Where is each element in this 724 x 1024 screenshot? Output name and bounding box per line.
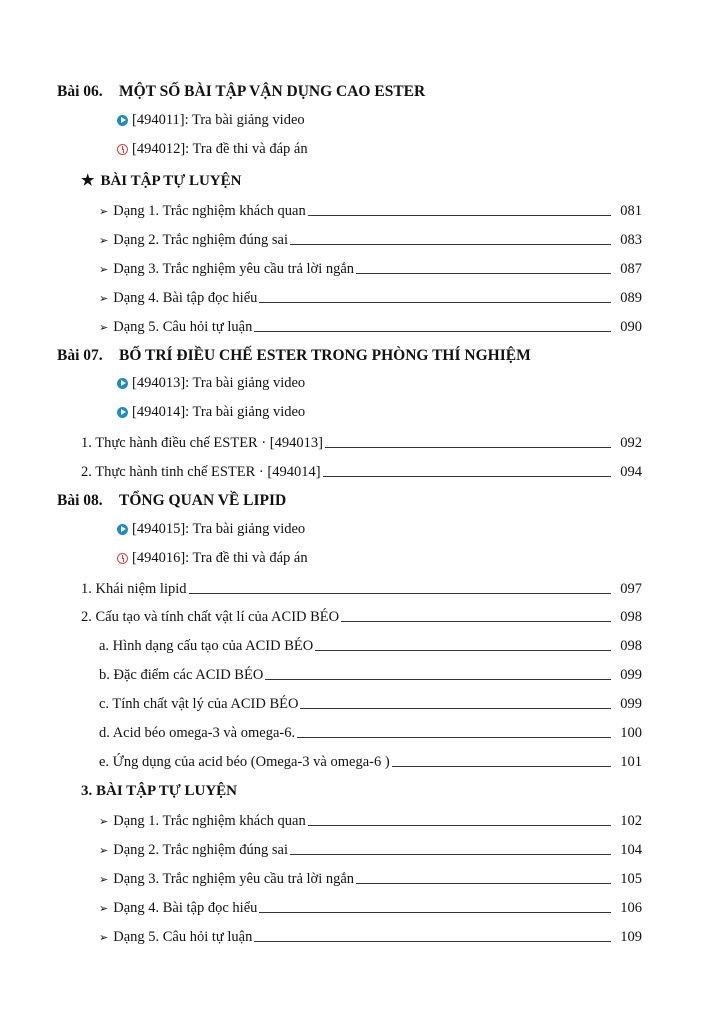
- page-number: 094: [620, 464, 642, 480]
- clock-icon: [117, 144, 128, 155]
- entry-label: Dạng 2. Trắc nghiệm đúng sai: [113, 842, 289, 858]
- play-icon: [117, 378, 128, 389]
- entry-label: 2. Cấu tạo và tính chất vật lí của ACID BÉO: [81, 609, 340, 625]
- entry-label: b. Đặc điểm các ACID BÉO: [99, 667, 264, 683]
- leader-line: [254, 940, 611, 942]
- leader-line: [259, 911, 611, 913]
- leader-line: [323, 475, 611, 477]
- entry-label: 1. Khái niệm lipid: [81, 581, 187, 597]
- entry-label: Dạng 3. Trắc nghiệm yêu cầu trả lời ngắn: [113, 871, 355, 887]
- play-icon: [117, 407, 128, 418]
- page-number: 100: [620, 725, 642, 741]
- leader-line: [189, 592, 611, 594]
- link-text: [494015]: Tra bài giảng video: [132, 520, 306, 537]
- toc-entry[interactable]: [99, 256, 642, 278]
- page-number: 101: [620, 754, 642, 770]
- toc-entry[interactable]: [99, 198, 642, 220]
- leader-line: [265, 678, 611, 680]
- entry-label: Dạng 1. Trắc nghiệm khách quan: [113, 813, 306, 829]
- toc-entry[interactable]: [81, 576, 642, 598]
- arrow-bullet-icon: ➢: [99, 293, 109, 305]
- page-number: 092: [620, 435, 642, 451]
- lesson-title: MỘT SỐ BÀI TẬP VẬN DỤNG CAO ESTER: [119, 83, 426, 100]
- link-text: [494014]: Tra bài giảng video: [132, 403, 306, 420]
- entry-label: e. Ứng dụng của acid béo (Omega-3 và omega-6 ): [99, 754, 390, 770]
- leader-line: [300, 707, 611, 709]
- link-text: [494012]: Tra đề thi và đáp án: [132, 140, 308, 157]
- arrow-bullet-icon: ➢: [99, 903, 109, 915]
- leader-line: [290, 853, 611, 855]
- page-number: 097: [620, 581, 642, 597]
- page-number: 083: [620, 232, 642, 248]
- page-number: 106: [620, 900, 642, 916]
- arrow-bullet-icon: ➢: [99, 264, 109, 276]
- lesson-08-header: [57, 488, 286, 510]
- entry-label: 1. Thực hành điều chế ESTER · [494013]: [81, 435, 323, 451]
- arrow-bullet-icon: ➢: [99, 932, 109, 944]
- leader-line: [308, 214, 611, 216]
- toc-entry[interactable]: [99, 837, 642, 859]
- video-link[interactable]: [117, 109, 305, 131]
- video-link[interactable]: [117, 518, 305, 540]
- page-number: 105: [620, 871, 642, 887]
- entry-label: Dạng 3. Trắc nghiệm yêu cầu trả lời ngắn: [113, 261, 355, 277]
- entry-label: a. Hình dạng cấu tạo của ACID BÉO: [99, 638, 314, 654]
- toc-entry[interactable]: [99, 633, 642, 655]
- page-number: 081: [620, 203, 642, 219]
- toc-entry[interactable]: [99, 720, 642, 742]
- leader-line: [356, 272, 611, 274]
- toc-entry[interactable]: [99, 895, 642, 917]
- entry-label: Dạng 4. Bài tập đọc hiểu: [113, 900, 258, 916]
- page-number: 090: [620, 319, 642, 335]
- entry-label: 2. Thực hành tinh chế ESTER · [494014]: [81, 464, 321, 480]
- arrow-bullet-icon: ➢: [99, 206, 109, 218]
- play-icon: [117, 115, 128, 126]
- play-icon: [117, 524, 128, 535]
- lesson-title: TỔNG QUAN VỀ LIPID: [119, 492, 287, 509]
- toc-entry[interactable]: [81, 604, 642, 626]
- toc-entry[interactable]: [99, 808, 642, 830]
- page-number: 099: [620, 667, 642, 683]
- toc-entry[interactable]: [81, 459, 642, 481]
- toc-entry[interactable]: [99, 749, 642, 771]
- lesson-number: Bài 07.: [57, 347, 103, 364]
- leader-line: [259, 301, 611, 303]
- arrow-bullet-icon: ➢: [99, 322, 109, 334]
- practice-heading: [81, 778, 237, 800]
- page-number: 104: [620, 842, 642, 858]
- exam-link[interactable]: [117, 138, 308, 160]
- toc-entry[interactable]: [99, 866, 642, 888]
- entry-label: Dạng 5. Câu hỏi tự luận: [113, 319, 253, 335]
- lesson-number: Bài 08.: [57, 492, 103, 509]
- lesson-06-header: [57, 79, 425, 101]
- page-number: 098: [620, 609, 642, 625]
- entry-label: Dạng 5. Câu hỏi tự luận: [113, 929, 253, 945]
- link-text: [494013]: Tra bài giảng video: [132, 374, 306, 391]
- leader-line: [356, 882, 611, 884]
- link-text: [494016]: Tra đề thi và đáp án: [132, 549, 308, 566]
- video-link[interactable]: [117, 401, 305, 423]
- heading-text: 3. BÀI TẬP TỰ LUYỆN: [81, 783, 238, 799]
- link-text: [494011]: Tra bài giảng video: [132, 111, 305, 128]
- toc-entry[interactable]: [81, 430, 642, 452]
- clock-icon: [117, 553, 128, 564]
- entry-label: Dạng 4. Bài tập đọc hiểu: [113, 290, 258, 306]
- video-link[interactable]: [117, 372, 305, 394]
- leader-line: [290, 243, 611, 245]
- lesson-number: Bài 06.: [57, 83, 103, 100]
- toc-entry[interactable]: [99, 691, 642, 713]
- arrow-bullet-icon: ➢: [99, 845, 109, 857]
- page-number: 099: [620, 696, 642, 712]
- leader-line: [297, 736, 611, 738]
- entry-label: Dạng 2. Trắc nghiệm đúng sai: [113, 232, 289, 248]
- exam-link[interactable]: [117, 547, 308, 569]
- leader-line: [254, 330, 611, 332]
- leader-line: [325, 446, 611, 448]
- page-number: 098: [620, 638, 642, 654]
- page-number: 109: [620, 929, 642, 945]
- page-number: 087: [620, 261, 642, 277]
- entry-label: Dạng 1. Trắc nghiệm khách quan: [113, 203, 306, 219]
- arrow-bullet-icon: ➢: [99, 874, 109, 886]
- page-number: 102: [620, 813, 642, 829]
- toc-entry[interactable]: [99, 924, 642, 946]
- star-icon: ★: [81, 173, 95, 189]
- leader-line: [341, 620, 611, 622]
- toc-entry[interactable]: [99, 662, 642, 684]
- lesson-title: BỐ TRÍ ĐIỀU CHẾ ESTER TRONG PHÒNG THÍ NGHIỆM: [119, 347, 531, 364]
- heading-text: BÀI TẬP TỰ LUYỆN: [100, 173, 242, 189]
- arrow-bullet-icon: ➢: [99, 235, 109, 247]
- lesson-07-header: [57, 343, 531, 365]
- arrow-bullet-icon: ➢: [99, 816, 109, 828]
- page-number: 089: [620, 290, 642, 306]
- entry-label: d. Acid béo omega-3 và omega-6.: [99, 725, 296, 741]
- toc-entry[interactable]: [99, 227, 642, 249]
- toc-entry[interactable]: [99, 314, 642, 336]
- leader-line: [315, 649, 611, 651]
- practice-heading: [81, 168, 241, 190]
- toc-entry[interactable]: [99, 285, 642, 307]
- entry-label: c. Tính chất vật lý của ACID BÉO: [99, 696, 299, 712]
- leader-line: [308, 824, 611, 826]
- leader-line: [392, 765, 611, 767]
